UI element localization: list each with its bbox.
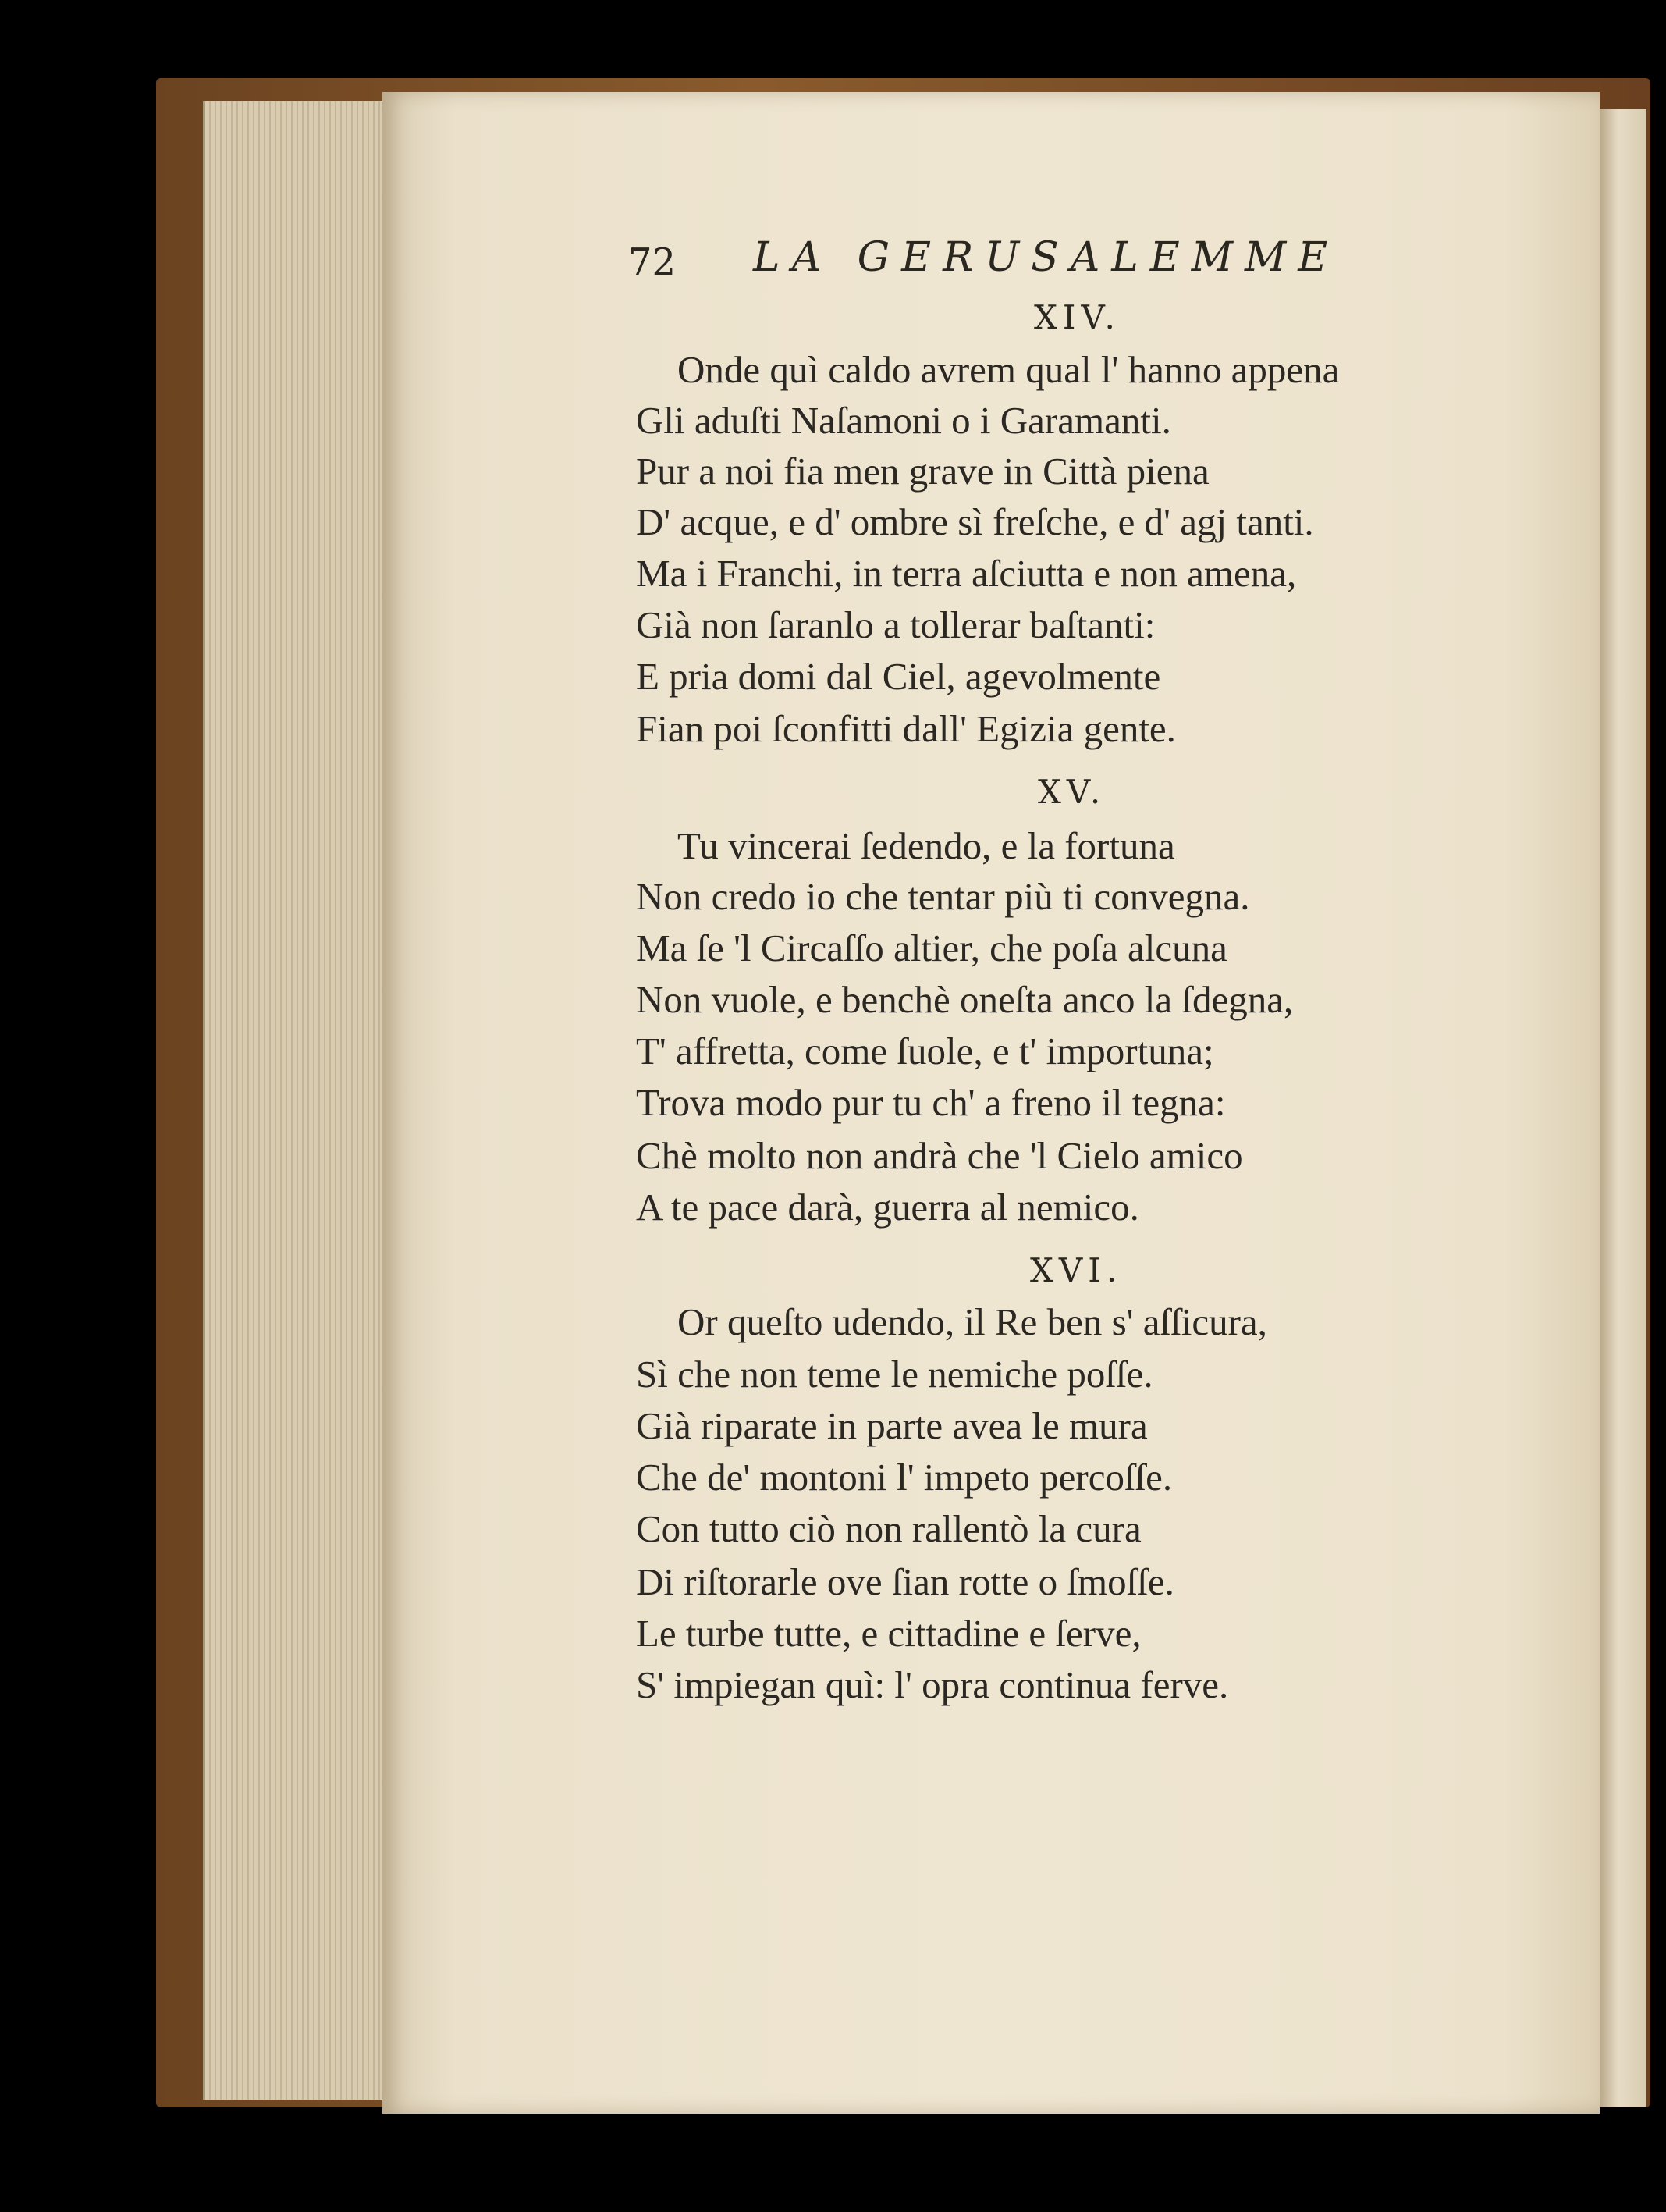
verse-line: Che de' montoni l' impeto percoſſe. — [636, 1456, 1173, 1499]
verse-line: Ma i Franchi, in terra aſciutta e non amena, — [636, 552, 1297, 595]
verse-line: Gli aduſti Naſamoni o i Garamanti. — [636, 399, 1171, 442]
verse-line: T' affretta, come ſuole, e t' importuna; — [636, 1030, 1214, 1072]
verse-line: Già non ſaranlo a tollerar baſtanti: — [636, 603, 1156, 646]
verse-line: Tu vincerai ſedendo, e la fortuna — [677, 824, 1175, 867]
stanza-number: XIV. — [1034, 298, 1121, 336]
page-edges — [203, 101, 393, 2100]
facing-page-edge — [1600, 109, 1646, 2107]
stanza-number: XVI. — [1030, 1251, 1123, 1289]
verse-line: Trova modo pur tu ch' a freno il tegna: — [636, 1081, 1226, 1124]
verse-line: Fian poi ſconfitti dall' Egizia gente. — [636, 707, 1176, 750]
verse-line: Or queſto udendo, il Re ben s' aſſicura, — [677, 1300, 1267, 1343]
page-header — [628, 234, 1393, 297]
verse-line: Con tutto ciò non rallentò la cura — [636, 1507, 1142, 1550]
verse-line: Ma ſe 'l Circaſſo altier, che poſa alcuna — [636, 926, 1227, 969]
page-number: 72 — [628, 240, 677, 284]
verse-line: S' impiegan quì: l' opra continua ferve. — [636, 1663, 1229, 1706]
verse-line: Onde quì caldo avrem qual l' hanno appena — [677, 348, 1340, 391]
verse-line: Di riſtorarle ove ſian rotte o ſmoſſe. — [636, 1560, 1174, 1603]
stanza-number: XV. — [1038, 773, 1107, 811]
verse-line: Chè molto non andrà che 'l Cielo amico — [636, 1134, 1243, 1177]
verse-line: E pria domi dal Ciel, agevolmente — [636, 655, 1161, 698]
verse-line: Le turbe tutte, e cittadine e ſerve, — [636, 1612, 1142, 1655]
verse-line: D' acque, e d' ombre sì freſche, e d' agj tanti. — [636, 500, 1314, 543]
verse-line: Non credo io che tentar più ti convegna. — [636, 875, 1250, 918]
verse-line: Non vuole, e benchè oneſta anco la ſdegna, — [636, 978, 1294, 1021]
verse-line: Già riparate in parte avea le mura — [636, 1404, 1148, 1447]
verse-line: A te pace darà, guerra al nemico. — [636, 1186, 1139, 1229]
verse-line: Sì che non teme le nemiche poſſe. — [636, 1353, 1153, 1396]
verse-line: Pur a noi fia men grave in Città piena — [636, 450, 1210, 493]
running-title: LA GERUSALEMME — [753, 234, 1340, 281]
